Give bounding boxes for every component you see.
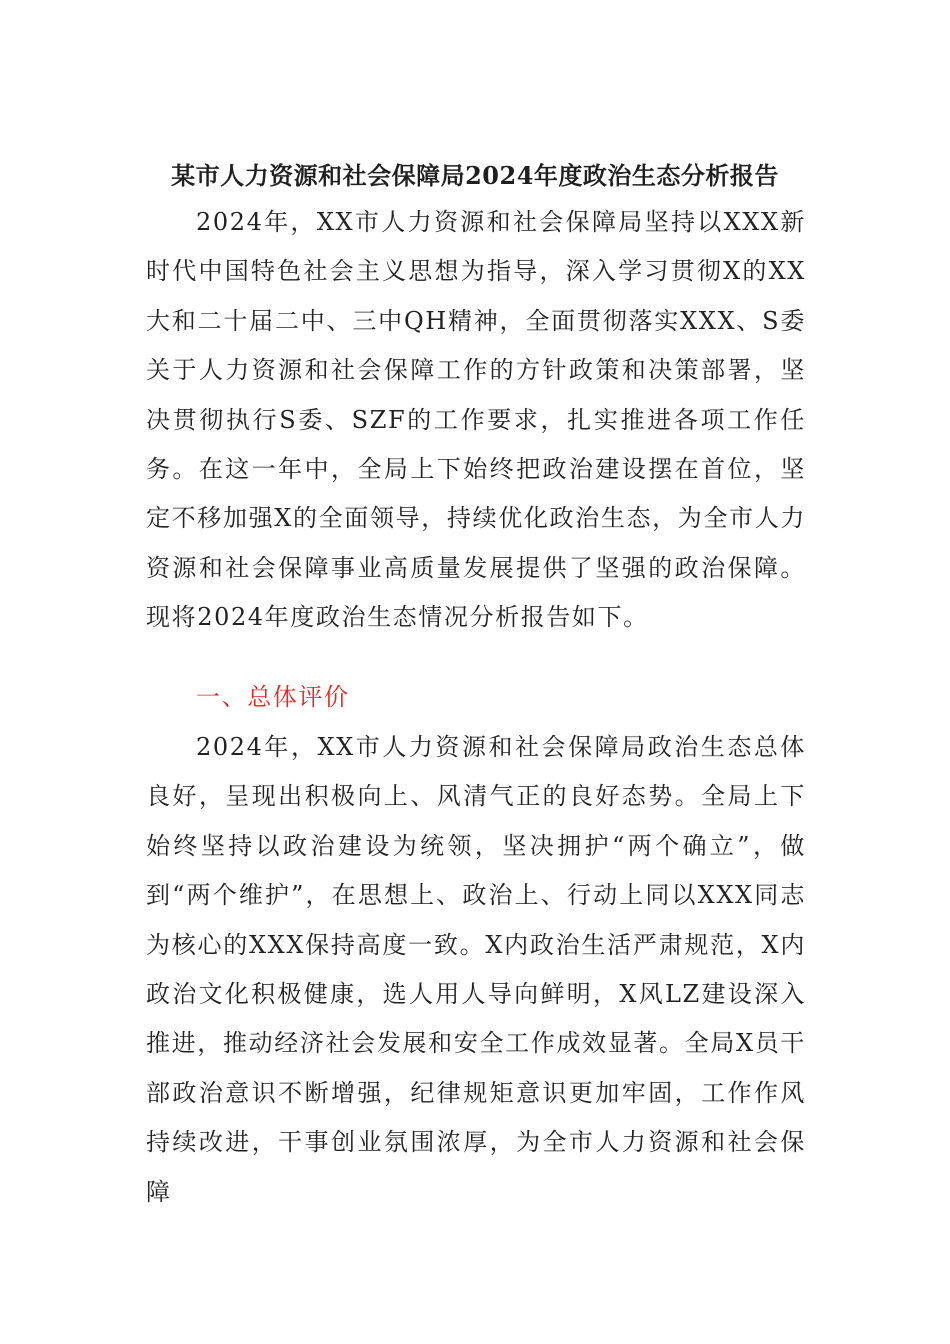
- overall-evaluation-paragraph: 2024年，XX市人力资源和社会保障局政治生态总体良好，呈现出积极向上、风清气正的良好态势。全局上下始终坚持以政治建设为统领，坚决拥护“两个确立”，做到“两个维护”，在思想上、政治上、行动上同以XXX同志为核心的XXX保持高度一致。X内政治生活严肃规范，X内政治文化积极健康，选人用人导向鲜明，X风LZ建设深入推进，推动经济社会发展和安全工作成效显著。全局X员干部政治意识不断增强，纪律规矩意识更加牢固，工作作风持续改进，干事创业氛围浓厚，为全市人力资源和社会保障: [146, 733, 806, 1206]
- document-title: 某市人力资源和社会保障局2024年度政治生态分析报告: [171, 161, 779, 190]
- intro-paragraph: 2024年，XX市人力资源和社会保障局坚持以XXX新时代中国特色社会主义思想为指导，深入学习贯彻X的XX大和二十届二中、三中QH精神，全面贯彻落实XXX、S委关于人力资源和社会保障工作的方针政策和决策部署，坚决贯彻执行S委、SZF的工作要求，扎实推进各项工作任务。在这一年中，全局上下始终把政治建设摆在首位，坚定不移加强X的全面领导，持续优化政治生态，为全市人力资源和社会保障事业高质量发展提供了坚强的政治保障。现将2024年度政治生态情况分析报告如下。: [146, 208, 806, 632]
- section-heading-overall-evaluation: 一、总体评价: [196, 683, 350, 711]
